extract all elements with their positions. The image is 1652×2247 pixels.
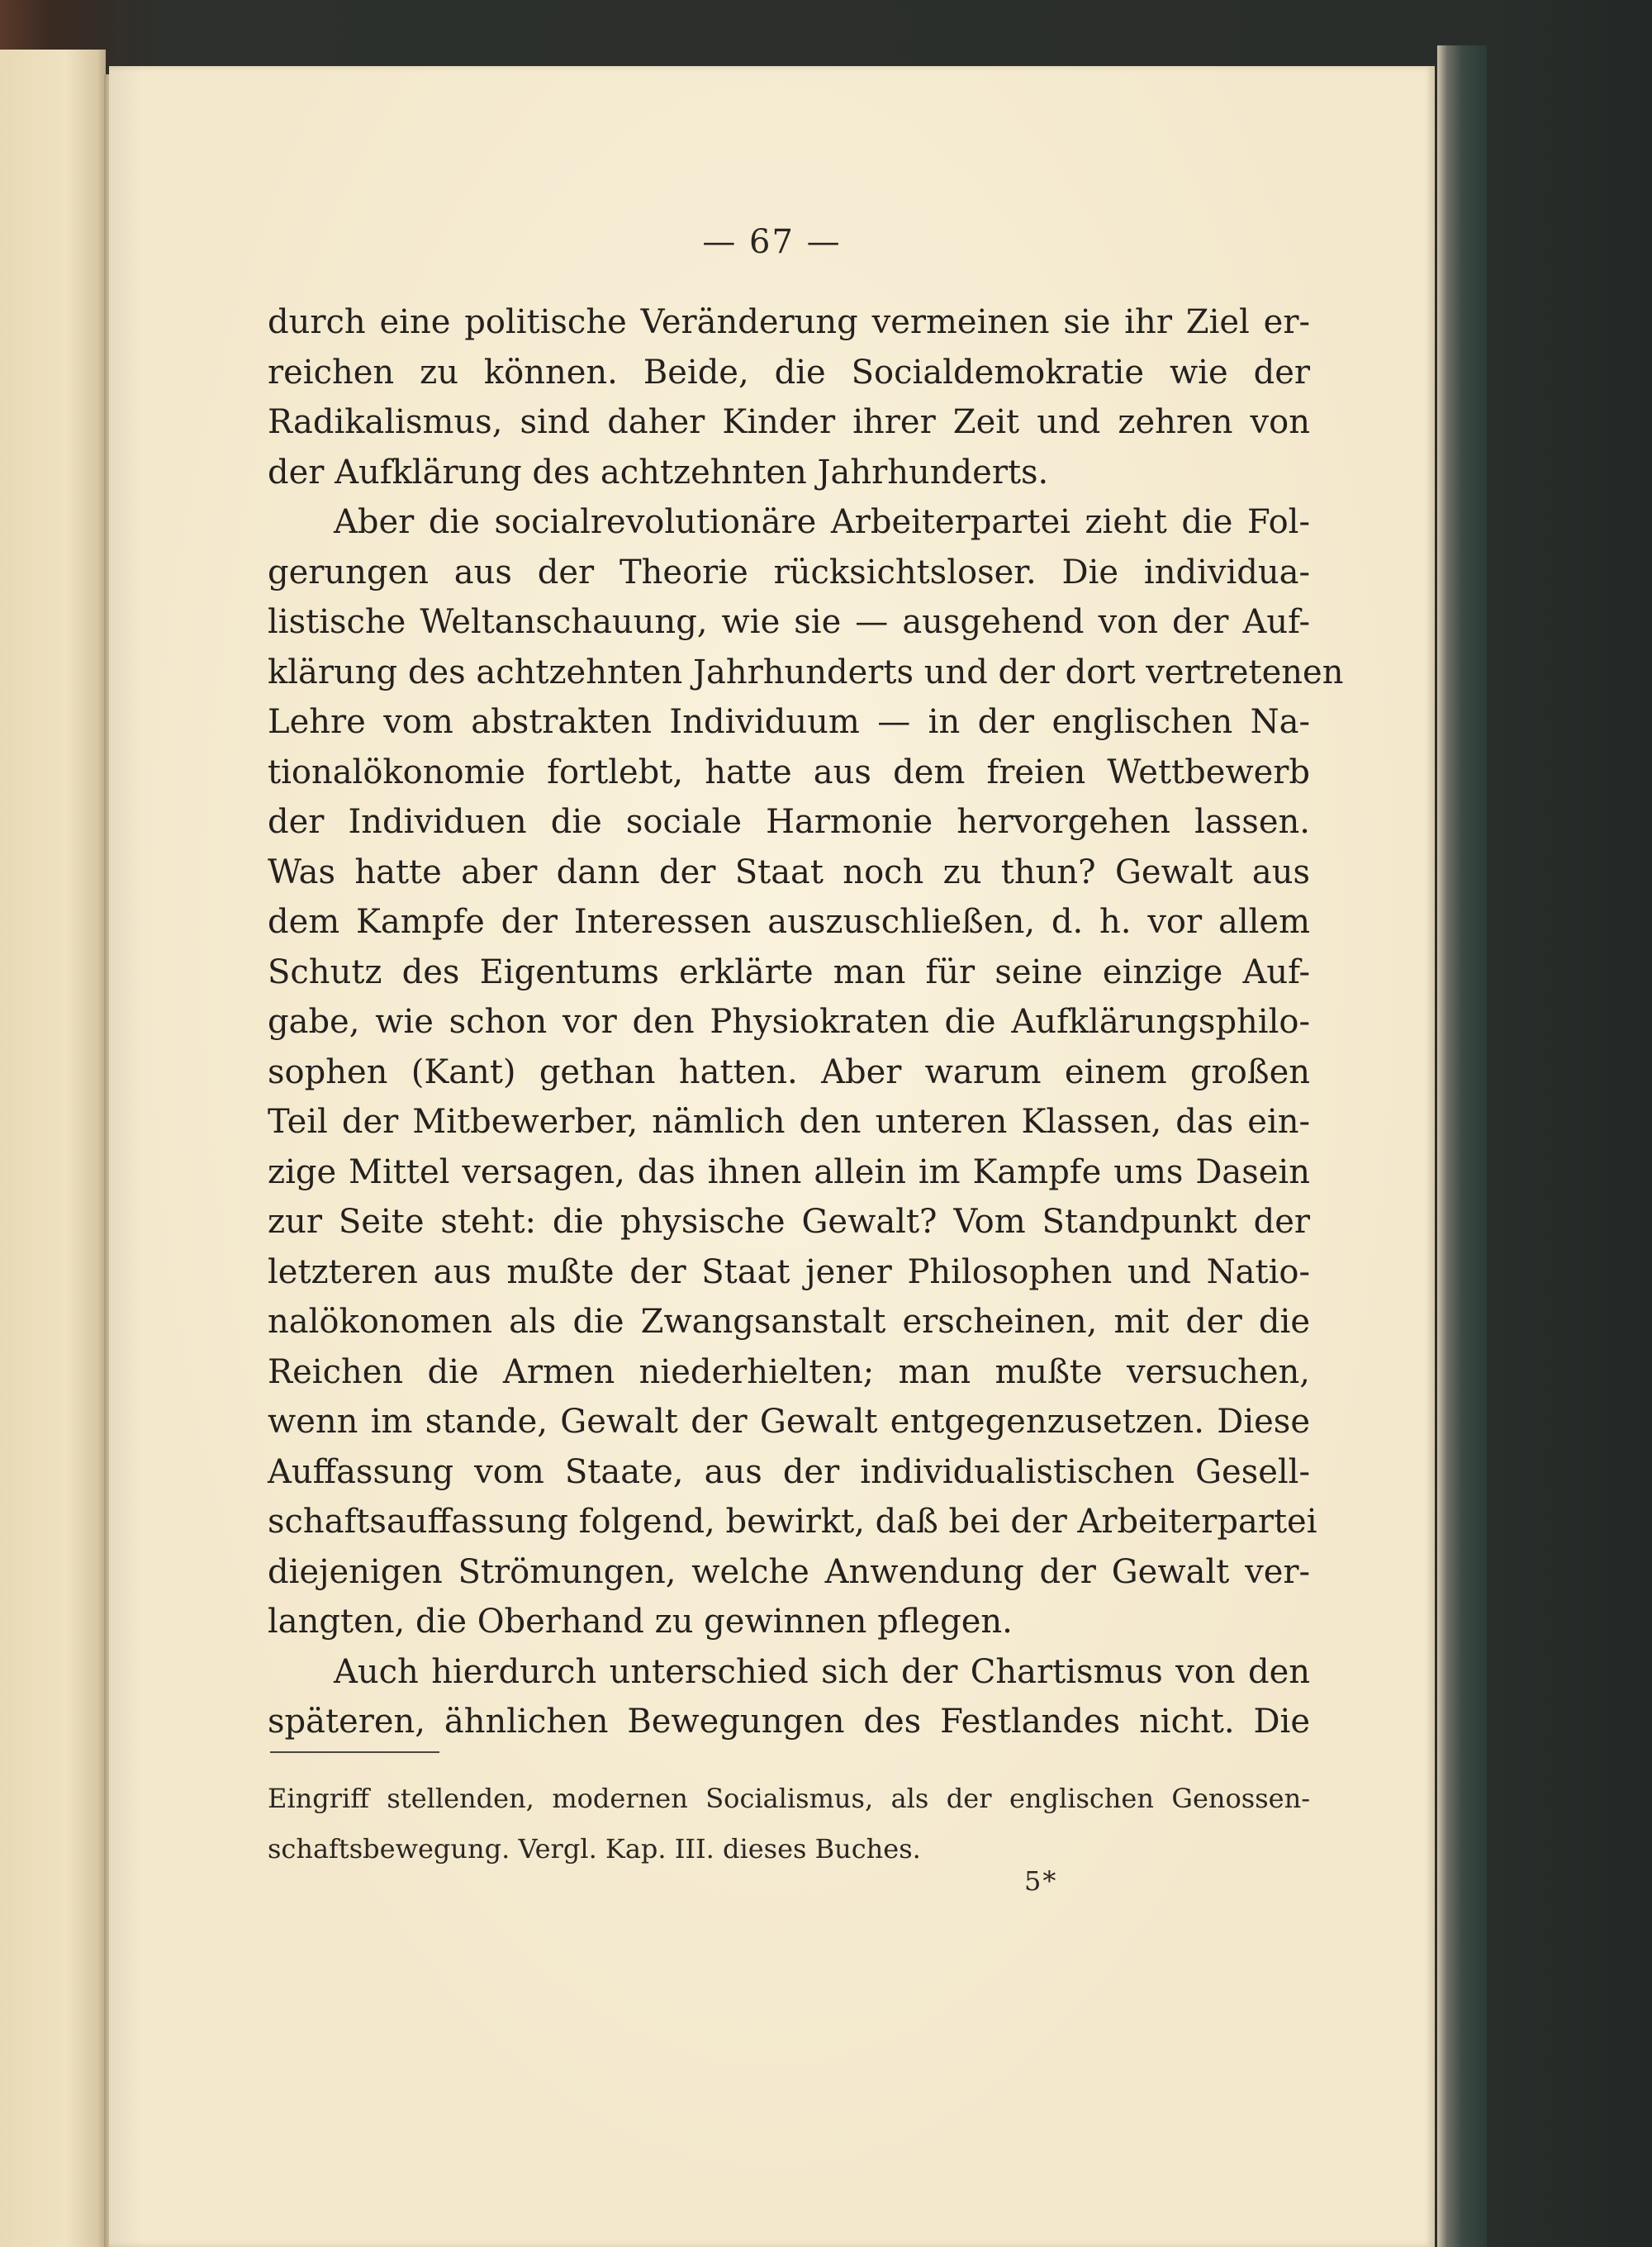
page-number: — 67 — <box>702 223 842 261</box>
book-page <box>109 66 1435 2247</box>
text-line: Teil der Mitbewerber, nämlich den unteren Klassen, das ein- <box>268 1103 1310 1141</box>
text-line: Reichen die Armen niederhielten; man mußte versuchen, <box>268 1352 1310 1391</box>
text-line: zur Seite steht: die physische Gewalt? Vom Standpunkt der <box>268 1203 1310 1241</box>
text-line: Auffassung vom Staate, aus der individualistischen Gesell- <box>268 1452 1310 1491</box>
text-line: durch eine politische Veränderung vermeinen sie ihr Ziel er- <box>268 303 1310 341</box>
text-line: Aber die socialrevolutionäre Arbeiterpartei zieht die Fol- <box>334 503 1310 541</box>
text-line: diejenigen Strömungen, welche Anwendung der Gewalt ver- <box>268 1552 1310 1591</box>
text-line: letzteren aus mußte der Staat jener Philosophen und Natio- <box>268 1252 1310 1291</box>
text-line: dem Kampfe der Interessen auszuschließen, d. h. vor allem <box>268 903 1310 941</box>
footnote-divider <box>270 1751 439 1753</box>
text-line: Auch hierdurch unterschied sich der Chartismus von den <box>334 1652 1310 1691</box>
text-line: nalökonomen als die Zwangsanstalt erscheinen, mit der die <box>268 1303 1310 1341</box>
text-line: schaftsauffassung folgend, bewirkt, daß bei der Arbeiterpartei <box>268 1503 1317 1541</box>
text-line: reichen zu können. Beide, die Socialdemokratie wie der <box>268 353 1310 392</box>
page-body-text <box>268 297 1344 1747</box>
text-line: tionalökonomie fortlebt, hatte aus dem freien Wettbewerb <box>268 753 1310 791</box>
book-cover-edge <box>1437 45 1487 2247</box>
signature-mark: 5* <box>1024 1865 1058 1897</box>
text-line: sophen (Kant) gethan hatten. Aber warum einem großen <box>268 1052 1310 1091</box>
text-line: wenn im stande, Gewalt der Gewalt entgegenzusetzen. Diese <box>268 1403 1310 1441</box>
left-page-edge <box>0 50 106 2247</box>
text-line: Was hatte aber dann der Staat noch zu thun? Gewalt aus <box>268 853 1310 891</box>
text-line: gerungen aus der Theorie rücksichtsloser. Die individua- <box>268 553 1310 591</box>
text-line: langten, die Oberhand zu gewinnen pflegen. <box>268 1603 1013 1641</box>
text-line: der Individuen die sociale Harmonie hervorgehen lassen. <box>268 803 1310 841</box>
text-line: späteren, ähnlichen Bewegungen des Festlandes nicht. Die <box>268 1703 1310 1741</box>
text-line: zige Mittel versagen, das ihnen allein im Kampfe ums Dasein <box>268 1152 1310 1191</box>
text-line: listische Weltanschauung, wie sie — ausgehend von der Auf- <box>268 603 1310 641</box>
footnote-line: schaftsbewegung. Vergl. Kap. III. dieses Buches. <box>268 1832 921 1865</box>
footnote-line: Eingriff stellenden, modernen Socialismus, als der englischen Genossen- <box>268 1783 1310 1814</box>
text-line: Schutz des Eigentums erklärte man für seine einzige Auf- <box>268 952 1310 991</box>
text-line: der Aufklärung des achtzehnten Jahrhunderts. <box>268 453 1049 492</box>
text-line: gabe, wie schon vor den Physiokraten die Aufklärungsphilo- <box>268 1003 1310 1041</box>
text-line: Lehre vom abstrakten Individuum — in der englischen Na- <box>268 703 1310 741</box>
footnote <box>268 1778 1310 1878</box>
text-line: Radikalismus, sind daher Kinder ihrer Zeit und zehren von <box>268 403 1310 441</box>
text-line: klärung des achtzehnten Jahrhunderts und der dort vertretenen <box>268 653 1344 691</box>
